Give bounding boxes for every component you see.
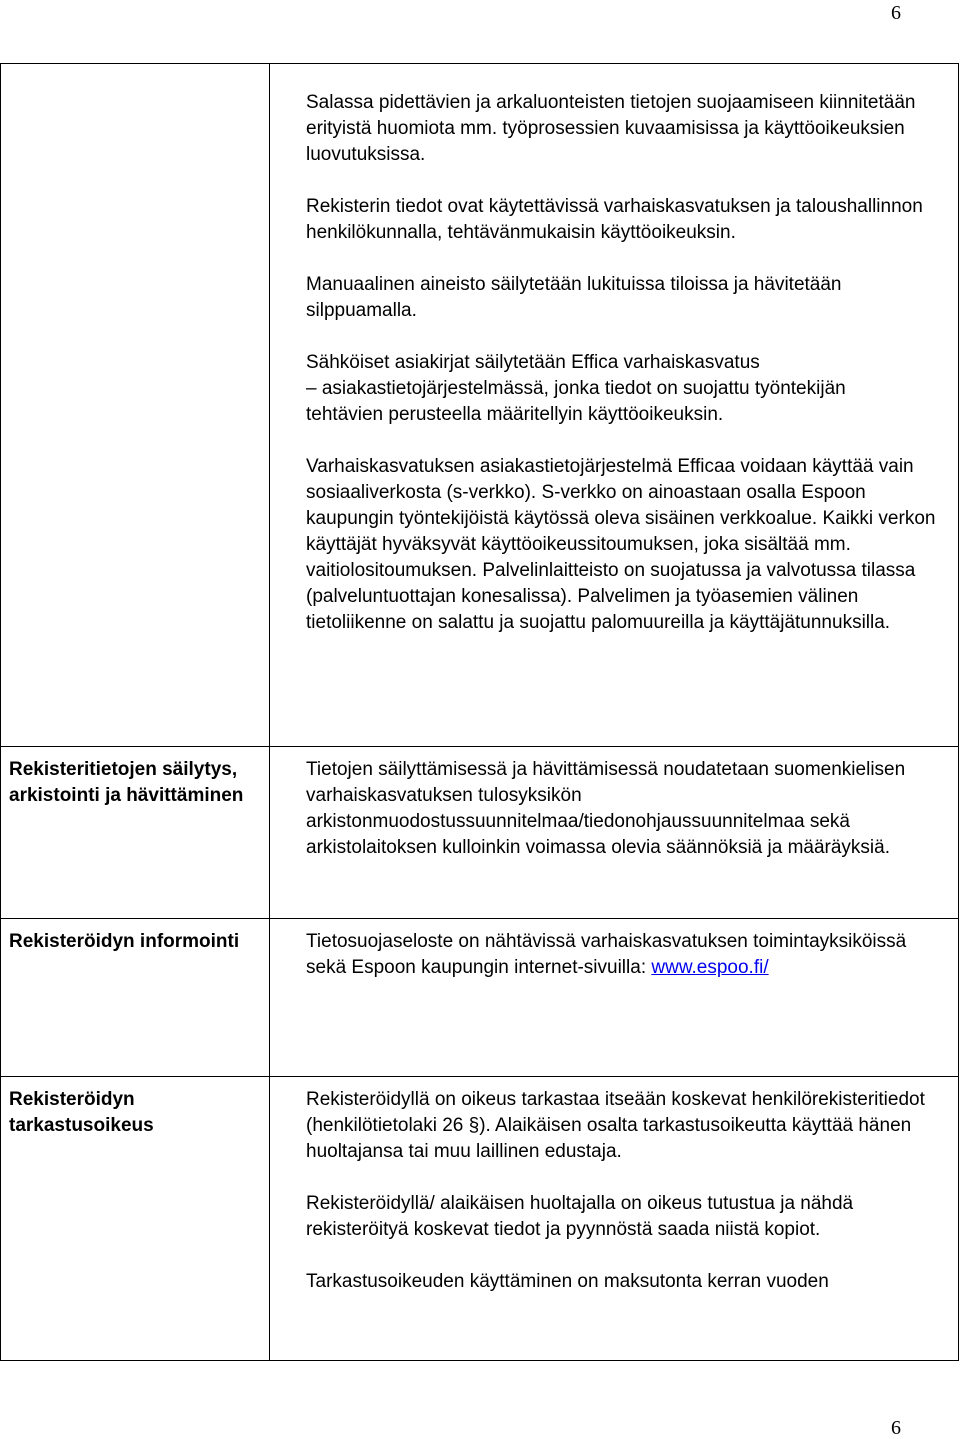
table-row bbox=[1, 747, 959, 919]
table-row bbox=[1, 1077, 959, 1361]
paragraph-confidential-data: Salassa pidettävien ja arkaluonteisten tietojen suojaamiseen kiinnitetään erityistä huomiota mm. työprosessien kuvaamisissa ja käyttöoikeuksien luovutuksissa. bbox=[306, 92, 916, 165]
section2-label-cell bbox=[1, 747, 270, 919]
section2-content-cell bbox=[270, 747, 959, 919]
paragraph-electronic-documents bbox=[306, 350, 948, 428]
paragraph-client-system: Varhaiskasvatuksen asiakastietojärjestelmä Efficaa voidaan käyttää vain sosiaaliverkosta (s-verkko). S-verkko on ainoastaan osalla Espoon kaupungin työntekijöistä käytössä oleva sisäinen verkkoalue. Kaikki verkon käyttäjät hyväksyvät käyttöoikeussitoumuksen, joka sisältää mm. vaitiolositoumuksen. Palvelinlaitteisto on suojatussa ja valvotussa tilassa (palveluntuottajan konesalissa). Palvelimen ja työasemien välinen tietoliikenne on salattu ja suojattu palomuureilla ja käyttäjätunnuksilla. bbox=[306, 456, 936, 633]
table-row bbox=[1, 64, 959, 747]
paragraph-storage-rules: Tietojen säilyttämisessä ja hävittämisessä noudatetaan suomenkielisen varhaiskasvatuksen tulosyksikön arkistonmuodostussuunnitelmaa/tiedonohjaussuunnitelmaa sekä arkistolaitoksen kulloinkin voimassa olevia säännöksiä ja määräyksiä. bbox=[306, 759, 906, 858]
section1-label-cell bbox=[1, 64, 270, 747]
espoo-website-link[interactable]: www.espoo.fi/ bbox=[651, 957, 769, 978]
section1-content-cell bbox=[270, 64, 959, 747]
text-line: – asiakastietojärjestelmässä, jonka tiedot on suojattu työntekijän bbox=[306, 378, 846, 399]
section-label-informing: Rekisteröidyn informointi bbox=[9, 931, 240, 952]
paragraph-inspection-right: Rekisteröidyllä on oikeus tarkastaa itseään koskevat henkilörekisteritiedot (henkilötietolaki 26 §). Alaikäisen osalta tarkastusoikeutta käyttää hänen huoltajansa tai muu laillinen edustaja. bbox=[306, 1089, 925, 1162]
section4-label-cell bbox=[1, 1077, 270, 1361]
page-number-bottom: 6 bbox=[891, 1417, 901, 1439]
section-label-storage: Rekisteritietojen säilytys, arkistointi ja hävittäminen bbox=[9, 759, 244, 806]
paragraph-privacy-notice bbox=[306, 929, 948, 981]
section-label-inspection-right: Rekisteröidyn tarkastusoikeus bbox=[9, 1089, 154, 1136]
text-line: Sähköiset asiakirjat säilytetään Effica varhaiskasvatus bbox=[306, 352, 760, 373]
paragraph-manual-material: Manuaalinen aineisto säilytetään lukituissa tiloissa ja hävitetään silppuamalla. bbox=[306, 274, 842, 321]
paragraph-guardian-right: Rekisteröidyllä/ alaikäisen huoltajalla on oikeus tutustua ja nähdä rekisteröityä koskevat tiedot ja pyynnöstä saada niistä kopiot. bbox=[306, 1193, 854, 1240]
section4-content-cell bbox=[270, 1077, 959, 1361]
paragraph-free-of-charge: Tarkastusoikeuden käyttäminen on maksutonta kerran vuoden bbox=[306, 1271, 829, 1292]
section3-content-cell bbox=[270, 919, 959, 1077]
page-number-top: 6 bbox=[891, 2, 901, 24]
privacy-notice-text: Tietosuojaseloste on nähtävissä varhaiskasvatuksen toimintayksiköissä sekä Espoon kaupungin internet-sivuilla: bbox=[306, 931, 907, 978]
text-line: tehtävien perusteella määritellyin käyttöoikeuksin. bbox=[306, 404, 724, 425]
paragraph-access-rights: Rekisterin tiedot ovat käytettävissä varhaiskasvatuksen ja taloushallinnon henkilökunnalla, tehtävänmukaisin käyttöoikeuksin. bbox=[306, 196, 923, 243]
register-description-table bbox=[0, 63, 959, 1361]
section3-label-cell bbox=[1, 919, 270, 1077]
table-row bbox=[1, 919, 959, 1077]
